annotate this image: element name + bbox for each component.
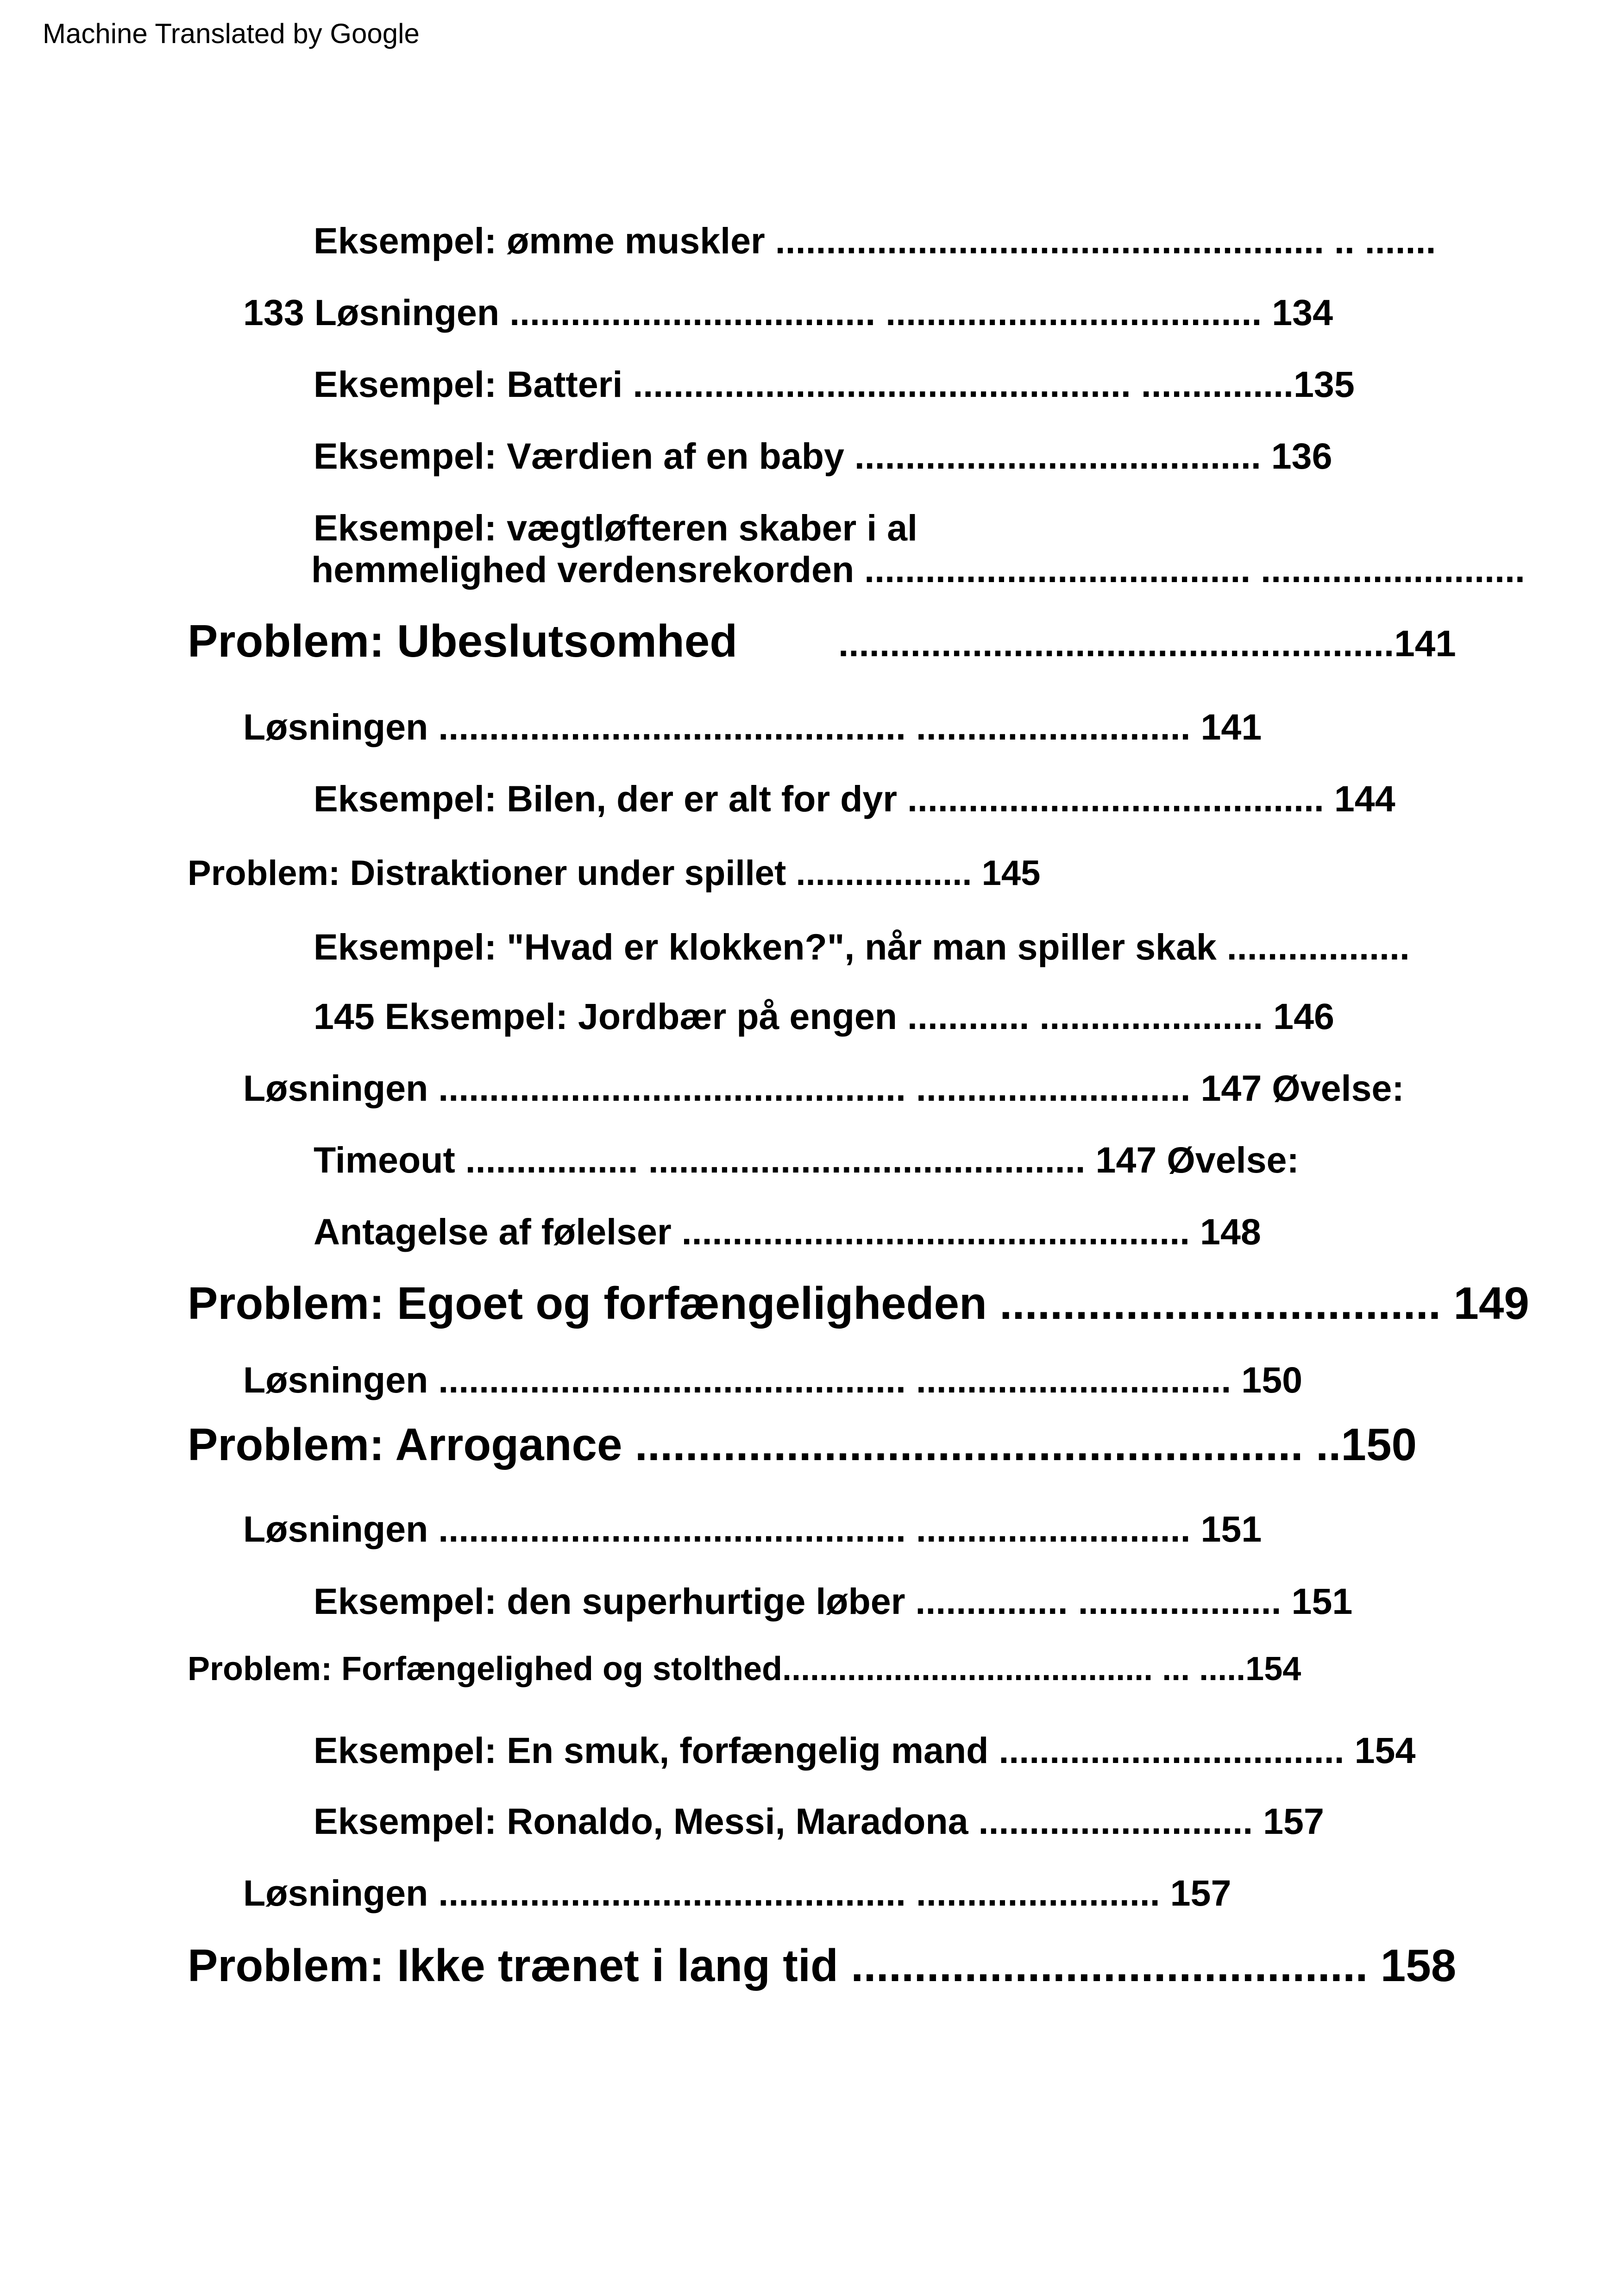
- toc-heading-not-trained: Problem: Ikke trænet i lang tid ......................................... 158: [188, 1940, 1457, 1991]
- toc-heading-indecision-leader: ......................................................141: [838, 623, 1456, 664]
- toc-entry-example-sore-muscles: Eksempel: ømme muskler ...................................................... .. .......: [314, 220, 1436, 261]
- toc-entry-example-handsome-man: Eksempel: En smuk, forfængelig mand .................................. 154: [314, 1730, 1416, 1771]
- toc-entry-solution: Løsningen .............................................. ........................... 141: [243, 706, 1262, 747]
- toc-heading-indecision: Problem: Ubeslutsomhed: [188, 615, 738, 666]
- toc-entry-solution: Løsningen .............................................. ........................... 147 Øvelse:: [243, 1067, 1404, 1109]
- toc-entry-example-super-fast-runner: Eksempel: den superhurtige løber ............... .................... 151: [314, 1581, 1353, 1622]
- toc-entry-example-battery: Eksempel: Batteri ................................................. ...............135: [314, 364, 1355, 405]
- toc-entry-solution: 133 Løsningen .................................... ..................................... 134: [243, 292, 1333, 333]
- toc-entry-example-strawberries: 145 Eksempel: Jordbær på engen ............ ...................... 146: [314, 996, 1334, 1037]
- toc-entry-solution: Løsningen .............................................. ........................... 151: [243, 1508, 1262, 1549]
- toc-heading-vanity-pride: Problem: Forfængelighed og stolthed........................................ ... .....154: [188, 1650, 1301, 1687]
- toc-entry-example-ronaldo-messi: Eksempel: Ronaldo, Messi, Maradona ........................... 157: [314, 1800, 1324, 1842]
- toc-entry-example-weightlifter-line2: hemmelighed verdensrekorden ...................................... ..........................: [311, 549, 1525, 590]
- toc-heading-ego-vanity: Problem: Egoet og forfængeligheden ................................... 149: [188, 1278, 1529, 1329]
- machine-translation-banner: Machine Translated by Google: [43, 18, 420, 49]
- toc-heading-distractions: Problem: Distraktioner under spillet .................. 145: [188, 853, 1041, 893]
- toc-entry-solution: Løsningen .............................................. ........................ 157: [243, 1872, 1231, 1913]
- toc-entry-example-what-time: Eksempel: "Hvad er klokken?", når man spiller skak ..................: [314, 926, 1410, 967]
- toc-entry-example-expensive-car: Eksempel: Bilen, der er alt for dyr ......................................... 144: [314, 778, 1395, 819]
- toc-entry-solution: Løsningen .............................................. ............................... 150: [243, 1359, 1303, 1400]
- toc-heading-arrogance: Problem: Arrogance ..................................................... ..150: [188, 1419, 1417, 1470]
- toc-entry-example-weightlifter-line1: Eksempel: vægtløfteren skaber i al: [314, 507, 918, 548]
- toc-entry-example-value-of-baby: Eksempel: Værdien af en baby ........................................ 136: [314, 435, 1332, 477]
- toc-entry-assumption-of-feelings: Antagelse af følelser .................................................. 148: [314, 1211, 1261, 1252]
- toc-entry-timeout: Timeout ................. ........................................... 147 Øvelse:: [314, 1139, 1299, 1180]
